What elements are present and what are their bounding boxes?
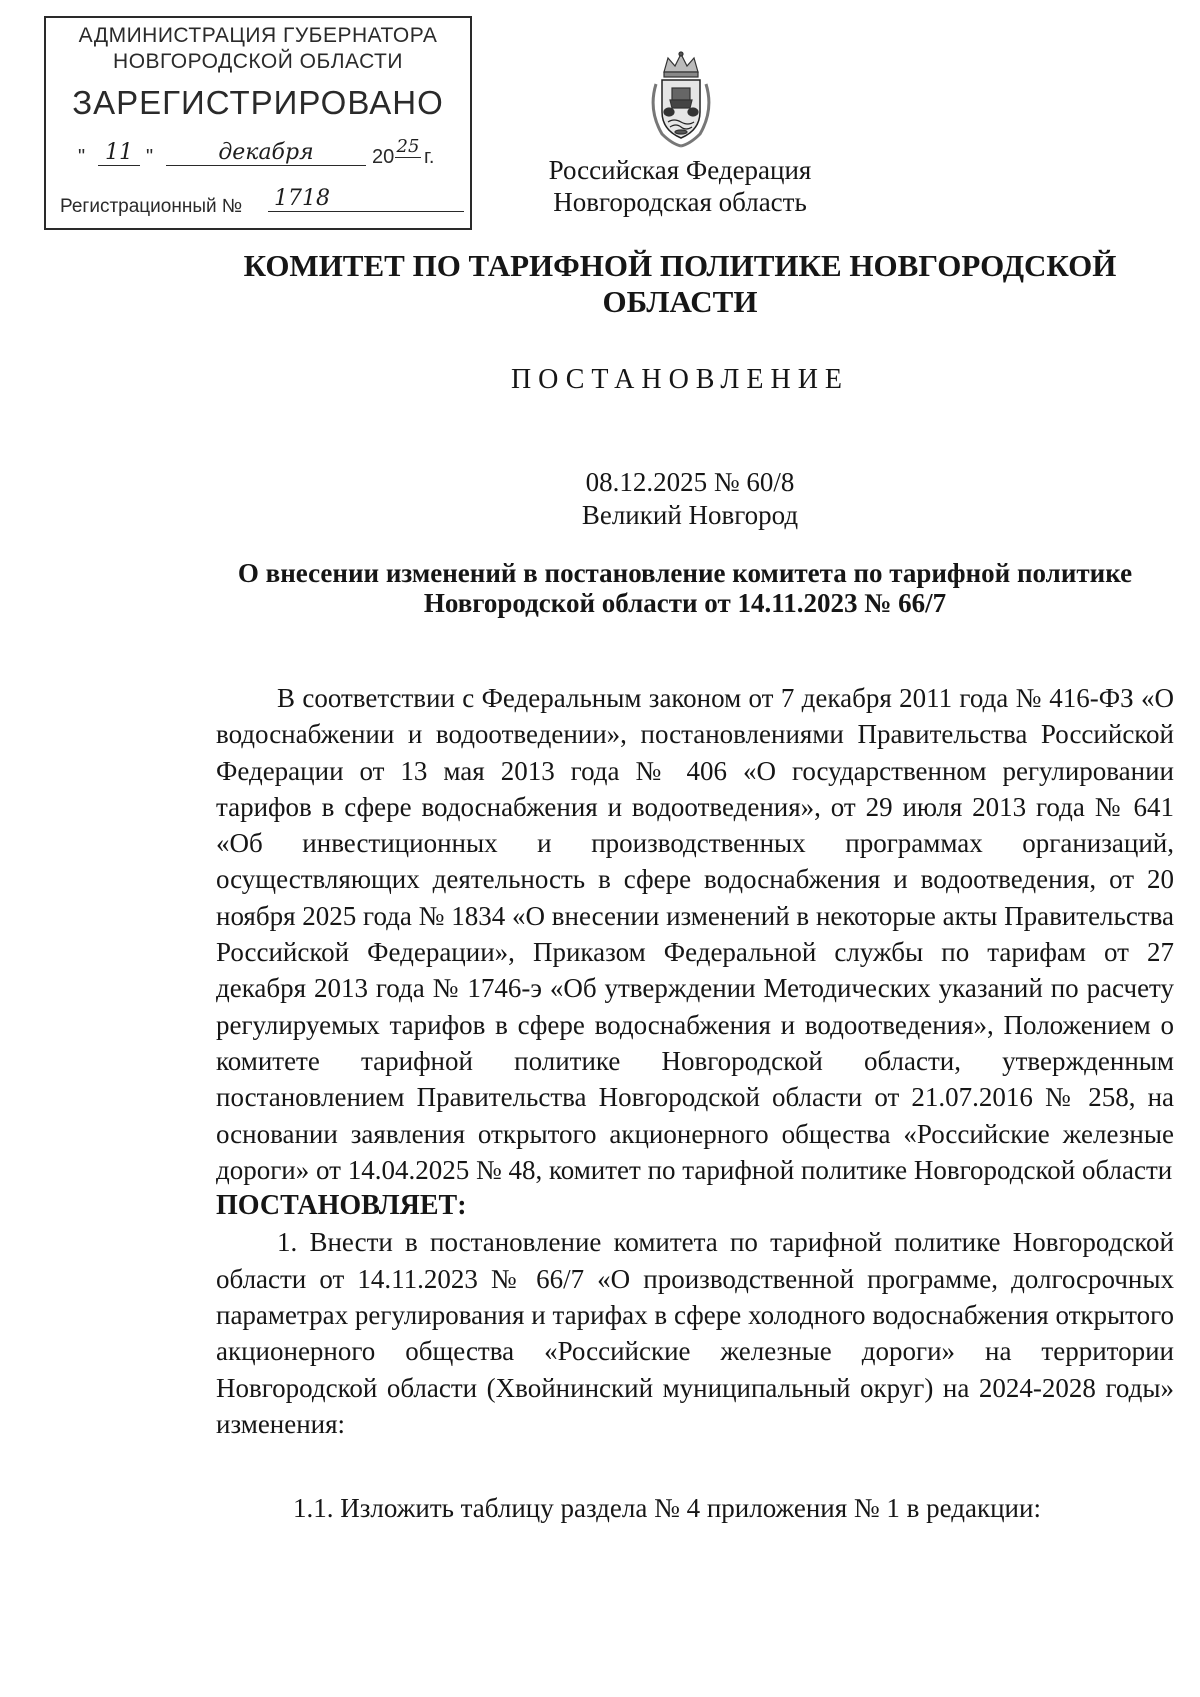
stamp-reg-number: 1718	[268, 186, 464, 212]
stamp-org-line-1: АДМИНИСТРАЦИЯ ГУБЕРНАТОРА	[78, 24, 438, 47]
stamp-month: декабря	[166, 140, 366, 166]
document-body	[216, 680, 1174, 1527]
document-city: Великий Новгород	[581, 500, 799, 530]
committee-title: КОМИТЕТ ПО ТАРИФНОЙ ПОЛИТИКЕ НОВГОРОДСКОЙ ОБЛАСТИ	[243, 248, 1117, 319]
stamp-year-unit: г.	[424, 146, 435, 168]
registration-stamp	[44, 16, 472, 230]
item-1-text: Внести в постановление комитета по тарифной политике Новгородской области от 14.11.2023 № 66/7 «О производственной программе, долгосрочных параметрах регулирования и тарифах в сфере холодного водоснабжения открытого акционерного общества «Российские железные дороги» на территории Новгородской области (Хвойнинский муниципальный округ) на 2024-2028 годы» изменения:	[216, 1227, 1175, 1439]
stamp-date	[68, 136, 460, 176]
item-1-number: 1.	[277, 1227, 298, 1258]
stamp-year-prefix: 20	[372, 146, 395, 168]
stamp-title: ЗАРЕГИСТРИРОВАНО	[72, 84, 444, 121]
stamp-registration-number	[60, 188, 456, 222]
decree-heading: ПОСТАНОВЛЯЕТ:	[216, 1190, 467, 1222]
header-country: Российская Федерация	[548, 155, 812, 185]
preamble-paragraph: В соответствии с Федеральным законом от 7 декабря 2011 года № 416-ФЗ «О водоснабжении и водоотведении», постановлениями Правительства Российской Федерации от 13 мая 2013 года № 406 «О государственном регулировании тарифов в сфере водоснабжения и водоотведения», от 29 июля 2013 года № 641 «Об инвестиционных и производственных программах организаций, осуществляющих деятельность в сфере водоснабжения и водоотведения, от 20 ноября 2025 года № 1834 «О внесении изменений в некоторые акты Правительства Российской Федерации», Приказом Федеральной службы по тарифам от 27 декабря 2013 года № 1746-э «Об утверждении Методических указаний по расчету регулируемых тарифов в сфере водоснабжения и водоотведения», Положением о комитете тарифной политике Новгородской области, утвержденным постановлением Правительства Новгородской области от 21.07.2016 № 258, на основании заявления открытого акционерного общества «Российские железные дороги» от 14.04.2025 № 48, комитет по тарифной политике Новгородской области	[216, 683, 1174, 1185]
item-1-1-paragraph: 1.1. Изложить таблицу раздела № 4 приложения № 1 в редакции:	[293, 1493, 1041, 1524]
stamp-quote-open: "	[78, 146, 86, 168]
header-region: Новгородская область	[553, 187, 807, 217]
novgorod-coat-of-arms-icon	[642, 50, 720, 150]
document-number: 08.12.2025 № 60/8	[585, 467, 795, 497]
document-subject: О внесении изменений в постановление комитета по тарифной политике Новгородской области от 14.11.2023 № 66/7	[237, 558, 1133, 618]
stamp-day: 11	[98, 140, 140, 166]
stamp-org-line-2: НОВГОРОДСКОЙ ОБЛАСТИ	[113, 50, 403, 73]
document-type: ПОСТАНОВЛЕНИЕ	[510, 364, 850, 395]
stamp-quote-close: "	[146, 146, 154, 168]
stamp-reg-label: Регистрационный №	[60, 196, 243, 217]
stamp-year-suffix: 25	[396, 136, 420, 157]
item-1-paragraph	[216, 1224, 1174, 1442]
